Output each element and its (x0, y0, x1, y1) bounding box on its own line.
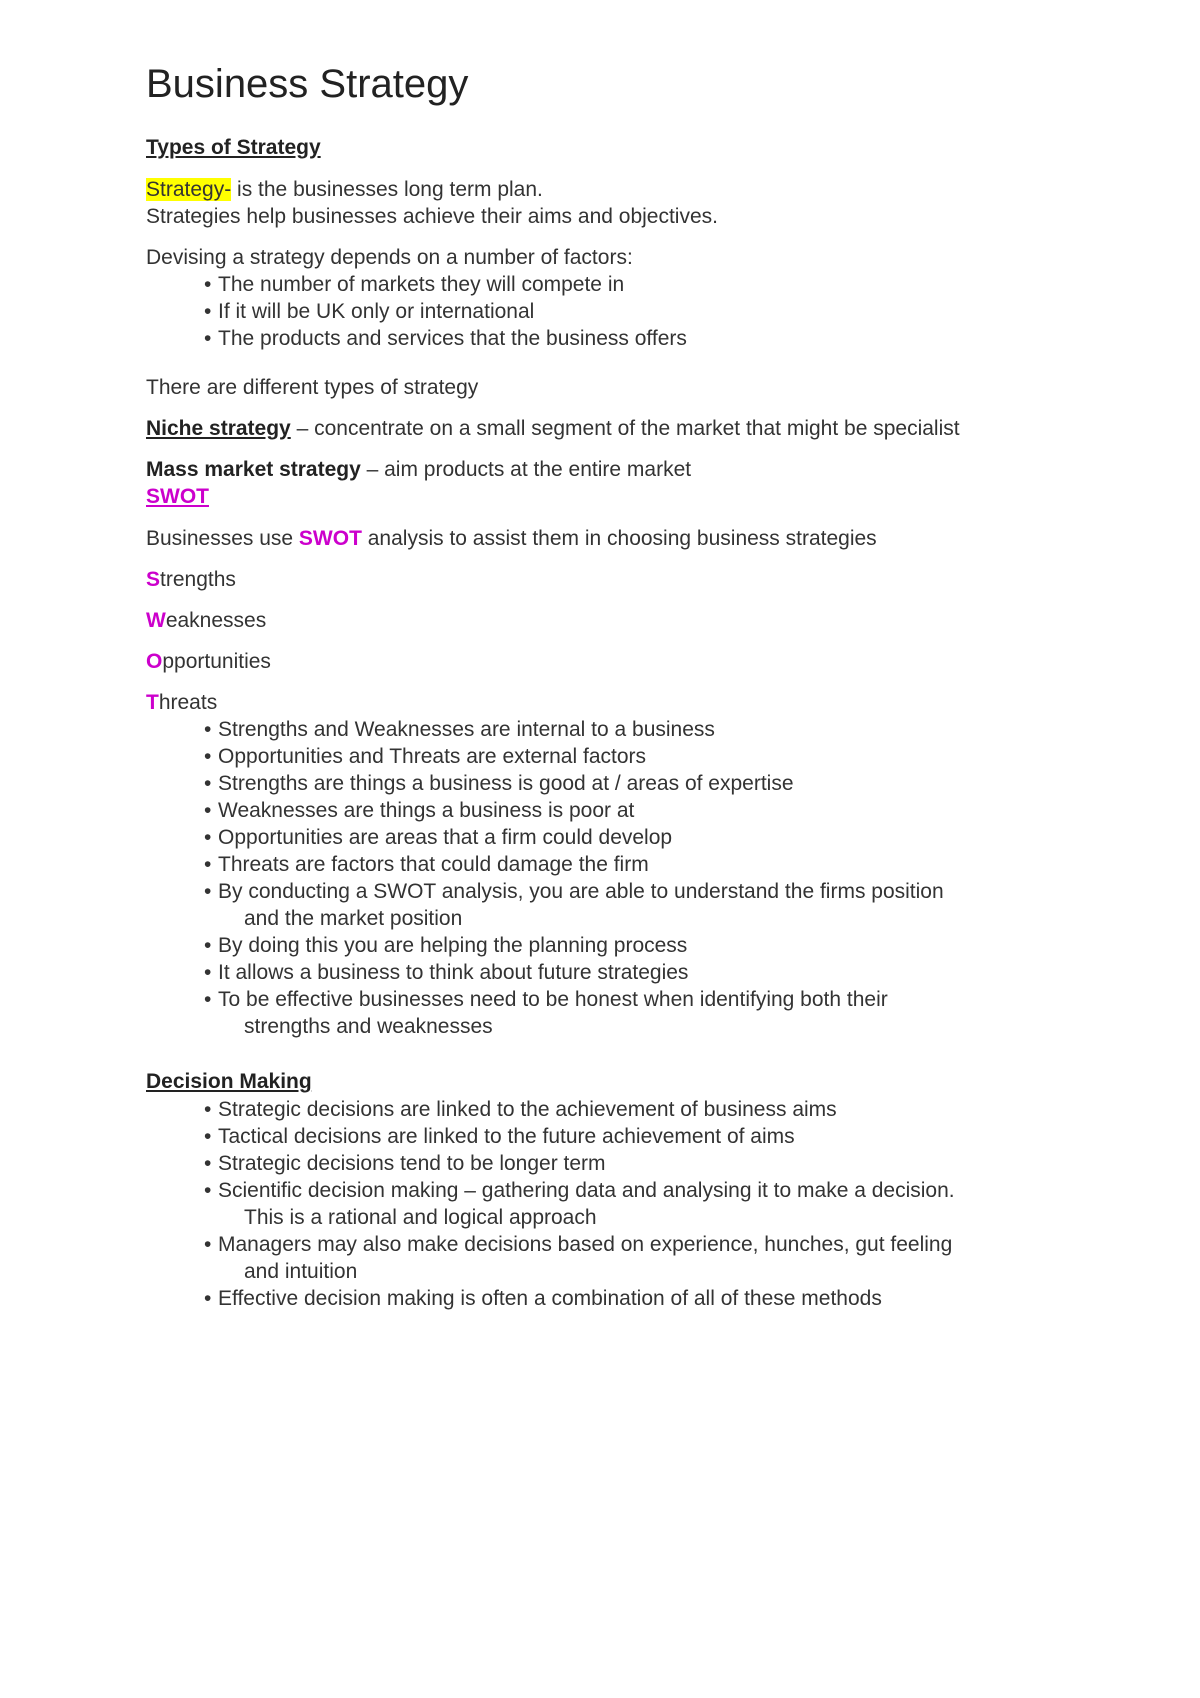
list-item: • If it will be UK only or international (204, 298, 1050, 325)
heading-swot: SWOT (146, 485, 209, 508)
mass-term: Mass market strategy (146, 458, 361, 481)
list-item: • Strategic decisions tend to be longer term (204, 1150, 1050, 1177)
heading-types-of-strategy: Types of Strategy (146, 136, 321, 159)
factors-list (146, 271, 1050, 352)
list-item: • Managers may also make decisions based on experience, hunches, gut feeling and intuition (204, 1231, 1050, 1285)
list-item: • Effective decision making is often a combination of all of these methods (204, 1285, 1050, 1312)
swot-bullets (146, 716, 1050, 1040)
page-title: Business Strategy (146, 62, 469, 106)
list-item: • Threats are factors that could damage the firm (204, 851, 1050, 878)
strategy-definition-text: is the businesses long term plan. (231, 178, 543, 201)
list-item: • Strengths and Weaknesses are internal to a business (204, 716, 1050, 743)
swot-opportunities: Opportunities (146, 650, 271, 673)
list-item: • The products and services that the business offers (204, 325, 1050, 352)
types-intro: There are different types of strategy (146, 376, 479, 399)
list-item: • Opportunities are areas that a firm could develop (204, 824, 1050, 851)
list-item: • The number of markets they will compete in (204, 271, 1050, 298)
list-item: • Tactical decisions are linked to the future achievement of aims (204, 1123, 1050, 1150)
swot-threats: Threats (146, 691, 218, 714)
swot-term: SWOT (298, 527, 362, 550)
list-item: • It allows a business to think about future strategies (204, 959, 1050, 986)
strategy-line2: Strategies help businesses achieve their aims and objectives. (146, 205, 718, 228)
list-item: • To be effective businesses need to be honest when identifying both their strengths and weaknesses (204, 986, 1050, 1040)
list-item: • By conducting a SWOT analysis, you are able to understand the firms position and the market position (204, 878, 1050, 932)
swot-weaknesses: Weaknesses (146, 609, 267, 632)
list-item: • Strategic decisions are linked to the achievement of business aims (204, 1096, 1050, 1123)
strategy-definition (146, 176, 1050, 203)
mass-definition: – aim products at the entire market (360, 458, 692, 481)
list-item: • Opportunities and Threats are external factors (204, 743, 1050, 770)
strategy-line3: Devising a strategy depends on a number of factors: (146, 246, 633, 269)
mass-market-strategy (146, 456, 1050, 483)
decision-bullets (146, 1096, 1050, 1312)
swot-strengths: Strengths (146, 568, 236, 591)
swot-intro: Businesses use SWOT analysis to assist them in choosing business strategies (146, 527, 877, 550)
list-item: • By doing this you are helping the planning process (204, 932, 1050, 959)
niche-definition: – concentrate on a small segment of the market that might be specialist (290, 417, 960, 440)
list-item: • Strengths are things a business is good at / areas of expertise (204, 770, 1050, 797)
highlighted-term: Strategy- (146, 178, 232, 201)
niche-strategy (146, 415, 1050, 442)
list-item: • Scientific decision making – gathering data and analysing it to make a decision. This is a rational and logical approach (204, 1177, 1050, 1231)
list-item: • Weaknesses are things a business is poor at (204, 797, 1050, 824)
niche-term: Niche strategy (146, 417, 291, 440)
heading-decision-making: Decision Making (146, 1070, 312, 1093)
